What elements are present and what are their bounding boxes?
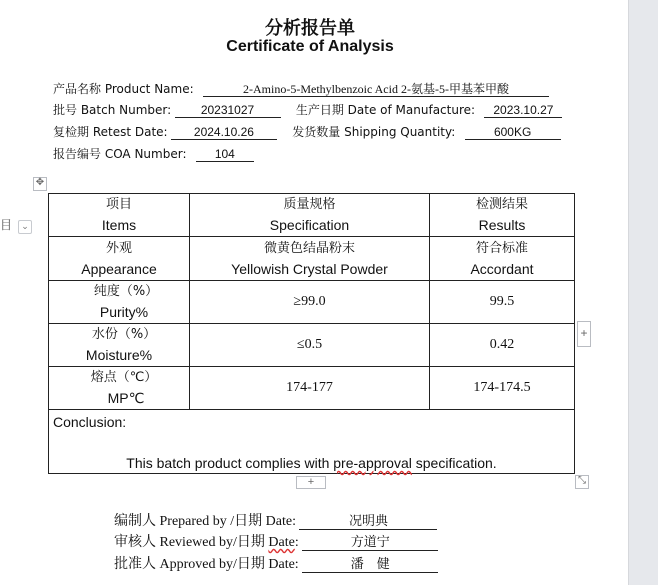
manufacture-date-label: 生产日期 Date of Manufacture:: [295, 103, 476, 117]
appearance-result-cell: [430, 237, 575, 281]
appearance-spec-cell: [190, 237, 430, 281]
table-row: [49, 324, 575, 367]
appearance-result-en: Accordant: [470, 260, 534, 277]
resize-table-icon[interactable]: ⤡: [575, 475, 589, 489]
batch-label: 批号 Batch Number:: [53, 103, 172, 117]
retest-date-value: 2024.10.26: [171, 125, 277, 140]
moisture-item-en: Moisture%: [85, 347, 153, 363]
conclusion-text-spellcheck: pre-approval: [333, 455, 412, 471]
reviewed-by-line: [114, 531, 438, 551]
melting-point-result-cell: 174-174.5: [430, 367, 575, 410]
margin-dropdown[interactable]: [0, 216, 32, 234]
header-results: [430, 194, 575, 237]
conclusion-text-part: This batch product complies with: [126, 455, 334, 471]
purity-item-cn: 纯度（%）: [93, 284, 159, 299]
conclusion-cell: [49, 410, 575, 474]
appearance-item-cn: 外观: [105, 240, 132, 256]
reviewed-by-label-a: 审核人 Reviewed by/日期: [114, 535, 269, 550]
prepared-by-line: [114, 510, 437, 530]
header-results-en: Results: [478, 217, 526, 233]
manufacture-date-value: 2023.10.27: [484, 103, 562, 118]
purity-item-cell: [49, 281, 190, 324]
coa-number-value: 104: [196, 147, 254, 162]
margin-dropdown-label: 目: [0, 218, 13, 232]
approved-by-value: 潘 健: [302, 558, 438, 573]
appearance-item-cell: [49, 237, 190, 281]
table-row: [49, 281, 575, 324]
purity-spec-cell: ≥99.0: [190, 281, 430, 324]
header-items-en: Items: [101, 217, 137, 233]
shipping-quantity-value: 600KG: [465, 125, 561, 140]
header-items: [49, 194, 190, 237]
table-row: [49, 367, 575, 410]
purity-result-cell: 99.5: [430, 281, 575, 324]
product-name-line: [53, 80, 549, 97]
vertical-scrollbar[interactable]: [628, 0, 658, 585]
table-row: [49, 237, 575, 281]
table-move-handle-icon[interactable]: ✥: [33, 177, 47, 191]
moisture-item-cn: 水份（%）: [91, 327, 157, 342]
reviewed-by-label-b: Date: [268, 535, 295, 550]
appearance-item-en: Appearance: [81, 260, 157, 277]
appearance-result-cn: 符合标准: [475, 240, 528, 256]
melting-point-item-cell: [49, 367, 190, 410]
header-specification: [190, 194, 430, 237]
add-row-icon[interactable]: +: [296, 476, 326, 489]
conclusion-text-end: specification.: [411, 455, 497, 471]
batch-value: 20231027: [175, 103, 281, 118]
melting-point-spec-cell: 174-177: [190, 367, 430, 410]
chevron-down-icon[interactable]: ⌄: [18, 220, 32, 234]
prepared-by-value: 况明典: [299, 515, 437, 530]
reviewed-by-label-c: :: [294, 535, 299, 550]
moisture-spec-cell: ≤0.5: [190, 324, 430, 367]
conclusion-label: Conclusion:: [53, 414, 127, 430]
purity-item-en: Purity%: [99, 304, 149, 320]
retest-line: [53, 123, 561, 140]
approved-by-label: 批准人 Approved by/日期 Date:: [114, 557, 299, 572]
conclusion-text: [49, 455, 574, 471]
coa-number-line: [53, 145, 254, 162]
header-spec-en: Specification: [269, 217, 350, 233]
conclusion-row: [49, 410, 575, 474]
reviewed-by-label: [114, 535, 299, 550]
header-results-cn: 检测结果: [475, 197, 528, 212]
analysis-table: [48, 193, 575, 474]
reviewed-by-value: 方道宁: [302, 536, 438, 551]
appearance-spec-cn: 微黄色结晶粉末: [263, 240, 355, 256]
title-chinese: 分析报告单: [265, 18, 355, 39]
add-column-icon[interactable]: +: [577, 321, 591, 347]
retest-date-label: 复检期 Retest Date:: [53, 125, 168, 139]
prepared-by-label: 编制人 Prepared by /日期 Date:: [114, 514, 296, 529]
shipping-quantity-label: 发货数量 Shipping Quantity:: [292, 125, 456, 139]
moisture-result-cell: 0.42: [430, 324, 575, 367]
approved-by-line: [114, 553, 438, 573]
header-items-cn: 项目: [105, 197, 132, 212]
batch-line: [53, 101, 562, 118]
header-spec-cn: 质量规格: [283, 197, 336, 212]
melting-point-item-cn: 熔点（℃）: [90, 370, 158, 385]
title-english: Certificate of Analysis: [226, 38, 394, 55]
coa-number-label: 报告编号 COA Number:: [53, 147, 187, 161]
table-header-row: [49, 194, 575, 237]
product-name-value: 2-Amino-5-Methylbenzoic Acid 2-氨基-5-甲基苯甲酸: [203, 82, 549, 97]
appearance-spec-en: Yellowish Crystal Powder: [231, 260, 388, 277]
product-name-label: 产品名称 Product Name:: [53, 82, 194, 96]
moisture-item-cell: [49, 324, 190, 367]
melting-point-item-en: MP℃: [107, 390, 145, 406]
